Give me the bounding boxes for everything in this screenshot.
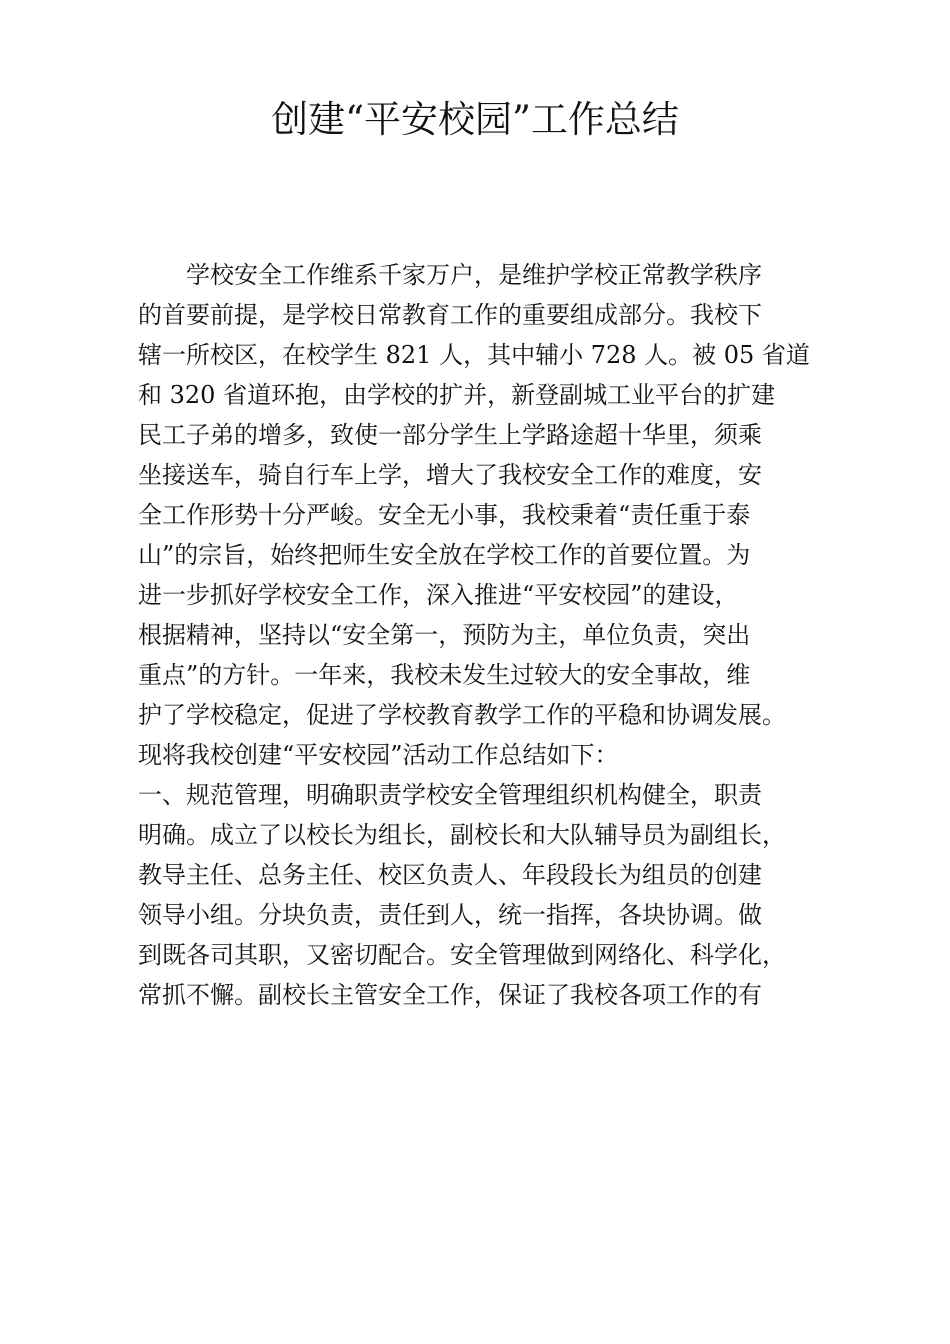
document-body [138, 255, 838, 1015]
body-line: 坐接送车，骑自行车上学，增大了我校安全工作的难度，安 [138, 461, 762, 489]
body-line: 的首要前提，是学校日常教育工作的重要组成部分。我校下 [138, 301, 762, 329]
body-line: 领导小组。分块负责，责任到人，统一指挥，各块协调。做 [138, 901, 762, 929]
body-line: 到既各司其职，又密切配合。安全管理做到网络化、科学化， [138, 941, 786, 969]
body-line: 教导主任、总务主任、校区负责人、年段段长为组员的创建 [138, 861, 762, 889]
body-line: 现将我校创建“平安校园”活动工作总结如下： [138, 741, 619, 769]
body-line: 进一步抓好学校安全工作，深入推进“平安校园”的建设， [138, 581, 739, 609]
body-line: 民工子弟的增多，致使一部分学生上学路途超十华里，须乘 [138, 421, 762, 449]
body-line: 明确。成立了以校长为组长，副校长和大队辅导员为副组长， [138, 821, 786, 849]
body-line: 和 320 省道环抱，由学校的扩并，新登副城工业平台的扩建 [138, 381, 776, 409]
body-line: 重点”的方针。一年来，我校未发生过较大的安全事故，维 [138, 661, 751, 689]
document-title: 创建“平安校园”工作总结 [271, 98, 679, 141]
body-line: 一、规范管理，明确职责学校安全管理组织机构健全，职责 [138, 781, 762, 809]
body-line: 根据精神，坚持以“安全第一，预防为主，单位负责，突出 [138, 621, 751, 649]
body-line: 学校安全工作维系千家万户，是维护学校正常教学秩序 [138, 261, 762, 289]
body-line: 辖一所校区，在校学生 821 人，其中辅小 728 人。被 05 省道 [138, 341, 810, 369]
body-line: 山”的宗旨，始终把师生安全放在学校工作的首要位置。为 [138, 541, 751, 569]
body-line: 护了学校稳定，促进了学校教育教学工作的平稳和协调发展。 [138, 701, 786, 729]
body-line: 常抓不懈。副校长主管安全工作，保证了我校各项工作的有 [138, 981, 762, 1009]
body-line: 全工作形势十分严峻。安全无小事，我校秉着“责任重于泰 [138, 501, 751, 529]
